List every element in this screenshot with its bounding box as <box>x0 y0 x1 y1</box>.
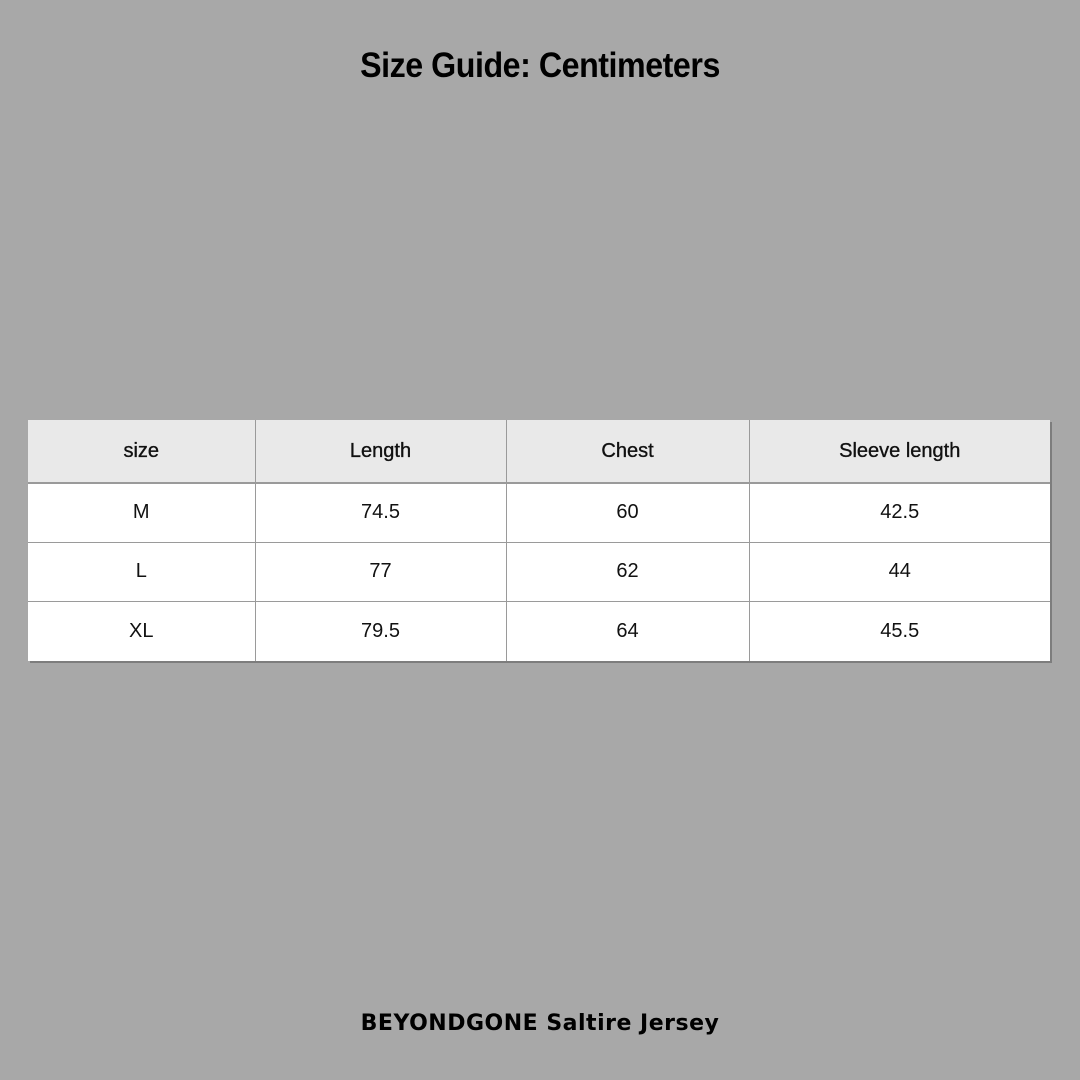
table-header-row <box>28 420 1050 483</box>
cell-chest: 62 <box>506 542 749 601</box>
column-header-size: size <box>28 420 255 483</box>
cell-chest: 64 <box>506 602 749 661</box>
cell-sleeve-length: 44 <box>749 542 1050 601</box>
cell-sleeve-length: 45.5 <box>880 620 920 643</box>
page-title: Size Guide: Centimeters <box>360 46 720 85</box>
size-chart <box>28 420 1050 661</box>
table-row <box>28 602 1050 661</box>
cell-size: M <box>28 483 255 542</box>
cell-size: L <box>28 542 255 601</box>
product-name: BEYONDGONE Saltire Jersey <box>360 1011 720 1036</box>
column-header-sleeve-length: Sleeve length <box>749 420 1050 483</box>
table-row <box>28 542 1050 601</box>
cell-length: 79.5 <box>255 602 506 661</box>
column-header-chest: Chest <box>506 420 749 483</box>
column-header-length: Length <box>255 420 506 483</box>
cell-chest: 60 <box>506 483 749 542</box>
cell-length: 77 <box>255 542 506 601</box>
size-table <box>28 420 1050 661</box>
cell-length: 74.5 <box>255 483 506 542</box>
cell-size: XL <box>28 602 255 661</box>
table-row <box>28 483 1050 542</box>
cell-sleeve-length: 42.5 <box>749 483 1050 542</box>
